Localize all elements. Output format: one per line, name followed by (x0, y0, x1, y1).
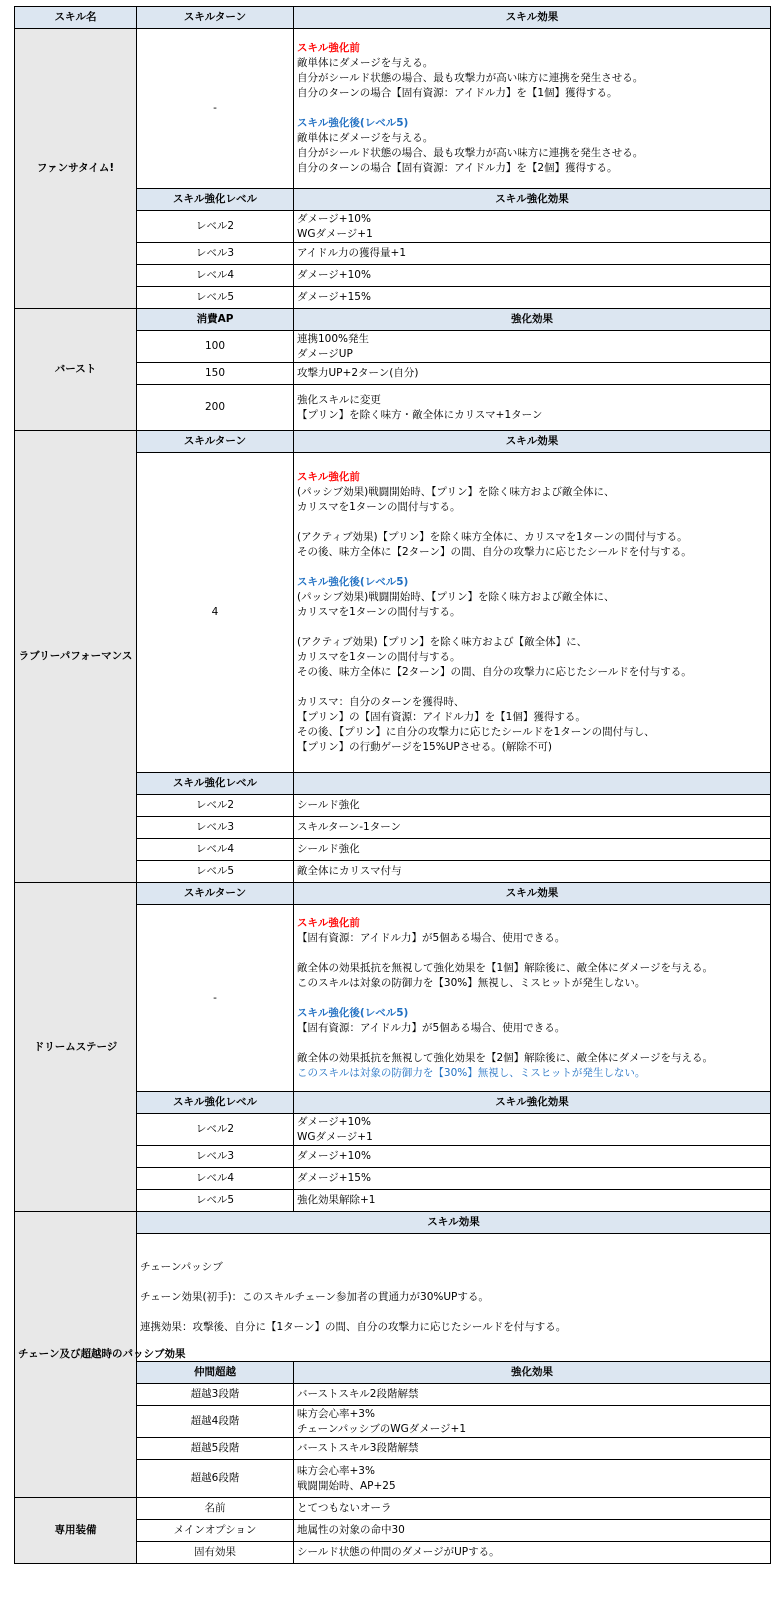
effect-line: ダメージUP (297, 347, 353, 360)
equip-label: メインオプション (137, 1520, 294, 1542)
lovely-level-effect: 敵全体にカリスマ付与 (294, 861, 771, 883)
dream-level-label: レベル4 (137, 1168, 294, 1190)
effect-line: カリスマを1ターンの間付与する。 (297, 651, 461, 663)
dream-effect-header: スキル効果 (294, 883, 771, 905)
ascend-effect: バーストスキル2段階解禁 (294, 1384, 771, 1406)
fansa-level-label: レベル5 (137, 287, 294, 309)
fansa-level-label: レベル3 (137, 243, 294, 265)
effect-line: カリスマを1ターンの間付与する。 (297, 501, 461, 513)
effect-line: WGダメージ+1 (297, 227, 373, 240)
equip-value: とてつもないオーラ (294, 1498, 771, 1520)
effect-line: 強化スキルに変更 (297, 393, 381, 406)
fansa-before-label: スキル強化前 (297, 42, 360, 54)
chain-effect-header: スキル効果 (137, 1212, 771, 1234)
dream-level-effect-header: スキル強化効果 (294, 1092, 771, 1114)
burst-ap: 150 (137, 363, 294, 385)
lovely-level-effect: シールド強化 (294, 795, 771, 817)
effect-line: (パッシブ効果)戦闘開始時、【プリン】を除く味方および敵全体に、 (297, 591, 615, 603)
equip-label: 固有効果 (137, 1542, 294, 1564)
fansa-level-header: スキル強化レベル (137, 189, 294, 211)
lovely-level-label: レベル2 (137, 795, 294, 817)
dream-level-effect (294, 1114, 771, 1146)
fansa-level-label: レベル4 (137, 265, 294, 287)
effect-line: 【プリン】の行動ゲージを15%UPさせる。(解除不可) (297, 741, 552, 753)
effect-line: その後、味方全体に【2ターン】の間、自分の攻撃力に応じたシールドを付与する。 (297, 546, 692, 558)
lovely-effect-header: スキル効果 (294, 431, 771, 453)
equip-value: 地属性の対象の命中30 (294, 1520, 771, 1542)
effect-line: (アクティブ効果)【プリン】を除く味方および【敵全体】に、 (297, 636, 588, 648)
table-header-row (15, 7, 771, 29)
ascend-stage: 超越4段階 (137, 1406, 294, 1438)
effect-line: WGダメージ+1 (297, 1130, 373, 1143)
dream-skill-name: ドリームステージ (15, 883, 137, 1212)
effect-line: 味方会心率+3% (297, 1407, 375, 1420)
burst-effect (294, 385, 771, 431)
effect-line: カリスマ：自分のターンを獲得時、 (297, 696, 465, 708)
fansa-main-row (15, 29, 771, 189)
burst-effect (294, 331, 771, 363)
effect-line: 【固有資源：アイドル力】が5個ある場合、使用できる。 (297, 1021, 566, 1034)
effect-line: カリスマを1ターンの間付与する。 (297, 606, 461, 618)
lovely-after-label: スキル強化後(レベル5) (297, 576, 409, 588)
dream-level-effect: 強化効果解除+1 (294, 1190, 771, 1212)
dream-turn: - (137, 905, 294, 1092)
lovely-header-row (15, 431, 771, 453)
header-skill-turn: スキルターン (137, 7, 294, 29)
fansa-skill-name: ファンサタイム! (15, 29, 137, 309)
fansa-before-line: 自分のターンの場合【固有資源：アイドル力】を【1個】獲得する。 (297, 87, 618, 99)
fansa-level-label: レベル2 (137, 211, 294, 243)
lovely-turn-header: スキルターン (137, 431, 294, 453)
burst-effect-header: 強化効果 (294, 309, 771, 331)
skill-table (14, 6, 771, 1564)
effect-line: ダメージ+10% (297, 212, 371, 225)
burst-ap: 200 (137, 385, 294, 431)
fansa-before-line: 自分がシールド状態の場合、最も攻撃力が高い味方に連携を発生させる。 (297, 72, 644, 84)
ascend-effect (294, 1406, 771, 1438)
dream-level-effect: ダメージ+10% (294, 1146, 771, 1168)
burst-header-row (15, 309, 771, 331)
chain-header-row (15, 1212, 771, 1234)
dream-after-label: スキル強化後(レベル5) (297, 1006, 409, 1019)
fansa-level-effect: アイドル力の獲得量+1 (294, 243, 771, 265)
lovely-level-label: レベル4 (137, 839, 294, 861)
chain-effect (137, 1234, 771, 1362)
equip-value: シールド状態の仲間のダメージがUPする。 (294, 1542, 771, 1564)
effect-line: チェーンパッシブ (140, 1261, 223, 1273)
chain-skill-name: チェーン及び超越時のパッシブ効果 (15, 1212, 137, 1498)
lovely-turn: 4 (137, 453, 294, 773)
effect-line: 敵全体の効果抵抗を無視して強化効果を【1個】解除後に、敵全体にダメージを与える。 (297, 961, 713, 974)
effect-line: このスキルは対象の防御力を【30%】無視し、ミスヒットが発生しない。 (297, 1066, 646, 1079)
ascend-effect-header: 強化効果 (294, 1362, 771, 1384)
effect-line: チェーン効果(初手)：このスキルチェーン参加者の貫通力が30%UPする。 (140, 1291, 489, 1303)
ascend-stage: 超越3段階 (137, 1384, 294, 1406)
dream-level-label: レベル3 (137, 1146, 294, 1168)
effect-line: このスキルは対象の防御力を【30%】無視し、ミスヒットが発生しない。 (297, 976, 646, 989)
fansa-level-effect: ダメージ+10% (294, 265, 771, 287)
ascend-effect: バーストスキル3段階解禁 (294, 1438, 771, 1460)
fansa-after-line: 自分がシールド状態の場合、最も攻撃力が高い味方に連携を発生させる。 (297, 147, 644, 159)
fansa-after-line: 敵単体にダメージを与える。 (297, 132, 434, 144)
effect-line: 連携100%発生 (297, 332, 370, 345)
fansa-level-effect (294, 211, 771, 243)
burst-ap: 100 (137, 331, 294, 363)
fansa-after-line: 自分のターンの場合【固有資源：アイドル力】を【2個】獲得する。 (297, 162, 618, 174)
equip-label: 名前 (137, 1498, 294, 1520)
effect-line: 敵全体の効果抵抗を無視して強化効果を【2個】解除後に、敵全体にダメージを与える。 (297, 1051, 713, 1064)
fansa-turn: - (137, 29, 294, 189)
effect-line: ダメージ+10% (297, 1115, 371, 1128)
equip-name: 専用装備 (15, 1498, 137, 1564)
effect-line: 戦闘開始時、AP+25 (297, 1479, 396, 1492)
dream-level-label: レベル5 (137, 1190, 294, 1212)
ascend-stage: 超越5段階 (137, 1438, 294, 1460)
fansa-effect (294, 29, 771, 189)
lovely-before-label: スキル強化前 (297, 471, 360, 483)
burst-effect: 攻撃力UP+2ターン(自分) (294, 363, 771, 385)
ascend-effect (294, 1460, 771, 1498)
effect-line: その後、【プリン】に自分の攻撃力に応じたシールドを1ターンの間付与し、 (297, 726, 655, 738)
fansa-level-effect: ダメージ+15% (294, 287, 771, 309)
dream-level-header: スキル強化レベル (137, 1092, 294, 1114)
effect-line: 連携効果：攻撃後、自分に【1ターン】の間、自分の攻撃力に応じたシールドを付与する。 (140, 1321, 567, 1333)
lovely-level-effect: シールド強化 (294, 839, 771, 861)
header-skill-name: スキル名 (15, 7, 137, 29)
effect-line: 味方会心率+3% (297, 1464, 375, 1477)
burst-ap-header: 消費AP (137, 309, 294, 331)
lovely-level-header: スキル強化レベル (137, 773, 294, 795)
burst-skill-name: バースト (15, 309, 137, 431)
effect-line: その後、味方全体に【2ターン】の間、自分の攻撃力に応じたシールドを付与する。 (297, 666, 692, 678)
lovely-level-effect: スキルターン-1ターン (294, 817, 771, 839)
fansa-after-label: スキル強化後(レベル5) (297, 117, 409, 129)
dream-turn-header: スキルターン (137, 883, 294, 905)
effect-line: チェーンパッシブのWGダメージ+1 (297, 1422, 467, 1435)
effect-line: 【固有資源：アイドル力】が5個ある場合、使用できる。 (297, 931, 566, 944)
equip-row (15, 1498, 771, 1520)
fansa-before-line: 敵単体にダメージを与える。 (297, 57, 434, 69)
lovely-level-label: レベル3 (137, 817, 294, 839)
ascend-stage: 超越6段階 (137, 1460, 294, 1498)
lovely-level-effect-header (294, 773, 771, 795)
fansa-level-effect-header: スキル強化効果 (294, 189, 771, 211)
effect-line: (アクティブ効果)【プリン】を除く味方全体に、カリスマを1ターンの間付与する。 (297, 531, 688, 543)
effect-line: 【プリン】の【固有資源：アイドル力】を【1個】獲得する。 (297, 711, 586, 723)
lovely-skill-name: ラブリーパフォーマンス (15, 431, 137, 883)
lovely-level-label: レベル5 (137, 861, 294, 883)
dream-effect (294, 905, 771, 1092)
dream-before-label: スキル強化前 (297, 916, 360, 929)
dream-level-label: レベル2 (137, 1114, 294, 1146)
effect-line: (パッシブ効果)戦闘開始時、【プリン】を除く味方および敵全体に、 (297, 486, 615, 498)
header-skill-effect: スキル効果 (294, 7, 771, 29)
effect-line: 【プリン】を除く味方・敵全体にカリスマ+1ターン (297, 408, 543, 421)
dream-header-row (15, 883, 771, 905)
ascend-header: 仲間超越 (137, 1362, 294, 1384)
lovely-effect (294, 453, 771, 773)
dream-level-effect: ダメージ+15% (294, 1168, 771, 1190)
